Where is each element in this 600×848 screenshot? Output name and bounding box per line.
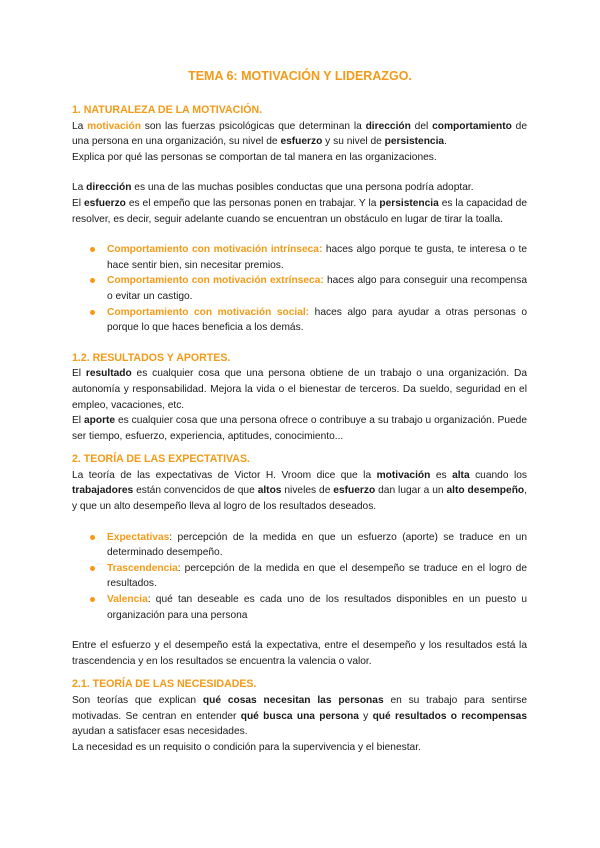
term-motivacion: motivación	[87, 120, 141, 132]
section-heading-naturaleza: 1. NATURALEZA DE LA MOTIVACIÓN.	[72, 104, 263, 116]
document-title: TEMA 6: MOTIVACIÓN Y LIDERAZGO.	[188, 69, 412, 83]
list-tipos-comportamiento	[72, 242, 527, 336]
list-item: Valencia: qué tan deseable es cada uno de los resultados disponibles en un puesto u organización para una persona	[72, 592, 527, 623]
list-item: Comportamiento con motivación extrínseca: haces algo para conseguir una recompensa o evitar un castigo.	[72, 273, 527, 304]
paragraph-relacion: Entre el esfuerzo y el desempeño está la expectativa, entre el desempeño y los resultados está la trascendencia y en los resultados se encuentra la valencia o valor.	[72, 640, 527, 667]
paragraph-aporte: El aporte es cualquier cosa que una persona ofrece o contribuye a su trabajo u organización. Puede ser tiempo, esfuerzo, experiencia, aptitudes, conocimiento...	[72, 415, 528, 442]
paragraph-definicion-motivacion: La motivación son las fuerzas psicológicas que determinan la dirección del comportamiento de una persona en una organización, su nivel de esfuerzo y su nivel de persistencia.	[72, 120, 528, 148]
section-heading-resultados: 1.2. RESULTADOS Y APORTES.	[72, 351, 231, 364]
list-item: Comportamiento con motivación intrínseca: haces algo porque te gusta, te interesa o te hace sentir bien, sin necesitar premios.	[72, 242, 527, 273]
list-componentes-expectativas	[72, 530, 527, 624]
list-item: Trascendencia: percepción de la medida en que el desempeño se traduce en el logro de resultados.	[72, 561, 527, 592]
paragraph-explica: Explica por qué las personas se comportan de tal manera en las organizaciones.	[72, 151, 437, 163]
document-body	[72, 103, 527, 755]
section-heading-necesidades: 2.1. TEORÍA DE LAS NECESIDADES.	[72, 678, 257, 691]
list-item: Comportamiento con motivación social: haces algo para ayudar a otras personas o porque lo que haces beneficia a los demás.	[72, 305, 527, 336]
paragraph-teoria-vroom: La teoría de las expectativas de Victor H. Vroom dice que la motivación es alta cuando los trabajadores están convencidos de que altos niveles de esfuerzo dan lugar a un alto desempeño, y que un alto desempeño lleva al logro de los resultados deseados.	[72, 469, 528, 513]
paragraph-esfuerzo-persistencia: El esfuerzo es el empeño que las personas ponen en trabajar. Y la persistencia es la capacidad de resolver, es decir, seguir adelante cuando se encuentran un obstáculo en lugar de tirar la toalla.	[72, 197, 528, 225]
paragraph-necesidad: La necesidad es un requisito o condición para la supervivencia y el bienestar.	[72, 741, 421, 753]
section-heading-expectativas: 2. TEORÍA DE LAS EXPECTATIVAS.	[72, 453, 250, 466]
paragraph-resultado: El resultado es cualquier cosa que una persona obtiene de un trabajo o una organización. Da autonomía y responsabilidad. Mejora la vida o el bienestar de terceros. Da sueldo, seguridad en el empleo, vacaciones, etc.	[72, 368, 528, 411]
list-item: Expectativas: percepción de la medida en que un esfuerzo (aporte) se traduce en un determinado desempeño.	[72, 530, 527, 561]
paragraph-direccion: La dirección es una de las muchas posibles conductas que una persona podría adoptar.	[72, 182, 474, 194]
paragraph-teorias-necesidades: Son teorías que explican qué cosas necesitan las personas en su trabajo para sentirse motivadas. Se centran en entender qué busca una persona y qué resultados o recompensas ayudan a satisfacer esas necesidades.	[72, 695, 527, 738]
